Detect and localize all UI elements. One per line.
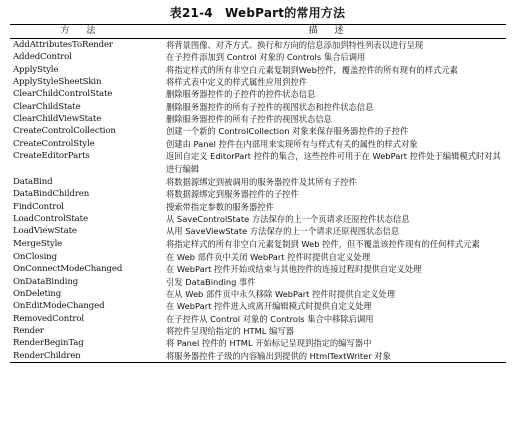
method-description-cell: 删除服务器控件的所有子控件的视图状态信息 [166, 114, 332, 125]
table-row [10, 225, 506, 237]
method-name-cell: AddAttributesToRender [13, 40, 113, 50]
table-row [10, 39, 506, 52]
method-name-cell: RemovedControl [13, 313, 84, 324]
table-row [10, 251, 506, 263]
method-description-cell: 返回自定义 EditorPart 控件的集合，这些控件可用于在 WebPart 控件处于编辑模式时对其进行编辑 [166, 151, 501, 175]
table-row [10, 113, 506, 125]
column-header-description: 描 述 [150, 25, 506, 39]
method-name-cell: OnClosing [13, 251, 57, 262]
table-body [10, 39, 506, 363]
methods-table [10, 24, 506, 363]
method-description-cell: 从用 SaveViewState 方法保存的上一个请求还原视图状态信息 [166, 226, 400, 237]
table-row [10, 300, 506, 312]
table-row [10, 150, 506, 176]
table-row [10, 51, 506, 63]
method-description-cell: 将数据源绑定到服务器控件的子控件 [166, 189, 299, 200]
method-description-cell: 从 SaveControlState 方法保存的上一个页请求还原控件状态信息 [166, 214, 410, 225]
table-row [10, 350, 506, 363]
table-row [10, 263, 506, 275]
method-description-cell: 将指定样式的所有非空白元素复制到Web控件，覆盖控件的所有现有的样式元素 [166, 64, 458, 75]
method-description-cell: 将服务器控件子级的内容输出到提供的 HtmlTextWriter 对象 [150, 350, 506, 363]
table-row [10, 337, 506, 349]
table-row [10, 76, 506, 88]
method-name-cell: ApplyStyle [13, 64, 59, 75]
method-name-cell: DataBind [13, 177, 53, 188]
method-name-cell: OnConnectModeChanged [13, 264, 123, 275]
table-row [10, 325, 506, 337]
method-description-cell: 删除服务器控件的子控件的控件状态信息 [166, 89, 316, 100]
method-description-cell: 在 Web 部件页中关闭 WebPart 控件时提供自定义处理 [166, 251, 371, 262]
method-name-cell: CreateControlStyle [13, 138, 95, 149]
table-row [10, 101, 506, 113]
table-row [10, 88, 506, 100]
method-name-cell: ApplyStyleSheetSkin [13, 77, 102, 88]
method-name-cell: LoadControlState [13, 214, 88, 225]
method-description-cell: 在 WebPart 控件进入或离开编辑模式时提供自定义处理 [166, 301, 372, 312]
table-row [10, 213, 506, 225]
method-description-cell: 将控件呈现给指定的 HTML 编写器 [166, 325, 294, 336]
method-description-cell: 将 Panel 控件的 HTML 开始标记呈现到指定的编写器中 [166, 338, 372, 349]
method-description-cell: 创建一个新的 ControlCollection 对象来保存服务器控件的子控件 [166, 126, 409, 137]
method-description-cell: 在 WebPart 控件开始或结束与其他控件的连接过程时提供自定义处理 [166, 264, 422, 275]
table-row [10, 188, 506, 200]
method-description-cell: 引发 DataBinding 事件 [166, 276, 256, 287]
table-header-row [10, 25, 506, 39]
method-description-cell: 在子控件从 Control 对象的 Controls 集合中移除后调用 [166, 313, 374, 324]
method-name-cell: OnEditModeChanged [13, 301, 105, 312]
table-row [10, 288, 506, 300]
method-name-cell: RenderBeginTag [13, 338, 84, 349]
method-name-cell: MergeStyle [13, 238, 63, 249]
table-row [10, 64, 506, 76]
column-header-method: 方 法 [10, 25, 150, 39]
method-name-cell: FindControl [13, 201, 64, 212]
method-name-cell: OnDataBinding [13, 276, 79, 287]
method-name-cell: CreateEditorParts [13, 151, 90, 162]
method-name-cell: AddedControl [13, 52, 72, 63]
method-name-cell: DataBindChildren [13, 189, 90, 200]
table-row [10, 201, 506, 213]
table-row [10, 176, 506, 188]
method-description-cell: 搜索带指定参数的服务器控件 [166, 201, 274, 212]
method-name-cell: LoadViewState [13, 226, 77, 237]
method-name-cell: ClearChildControlState [13, 89, 113, 100]
table-row [10, 238, 506, 251]
method-description-cell: 在子控件添加到 Control 对象的 Controls 集合后调用 [166, 52, 366, 63]
method-description-cell: 删除服务器控件的所有子控件的视图状态和控件状态信息 [166, 101, 374, 112]
table-row [10, 276, 506, 288]
method-description-cell: 在从 Web 部件页中永久移除 WebPart 控件时提供自定义处理 [166, 288, 396, 299]
method-description-cell: 创建由 Panel 控件在内部用来实现所有与样式有关的属性的样式对象 [166, 138, 418, 149]
method-description-cell: 将背景图像、对齐方式、换行和方向的信息添加到特性列表以进行呈现 [166, 40, 424, 50]
table-caption: 表21-4 WebPart的常用方法 [169, 6, 346, 20]
table-row [10, 138, 506, 150]
table-row [10, 125, 506, 137]
method-description-cell: 将指定样式的所有非空白元素复制到 Web 控件，但不覆盖该控件现有的任何样式元素 [166, 238, 480, 249]
method-description-cell: 将样式表中定义的样式属性应用到控件 [166, 77, 308, 88]
method-name-cell: CreateControlCollection [13, 126, 116, 137]
method-name-cell: OnDeleting [13, 288, 62, 299]
table-row [10, 313, 506, 325]
method-description-cell: 将数据源绑定到被调用的服务器控件及其所有子控件 [166, 177, 357, 188]
method-name-cell: Render [13, 325, 44, 336]
method-name-cell: ClearChildState [13, 101, 81, 112]
method-name-cell: ClearChildViewState [13, 114, 102, 125]
method-name-cell: RenderChildren [10, 350, 150, 363]
